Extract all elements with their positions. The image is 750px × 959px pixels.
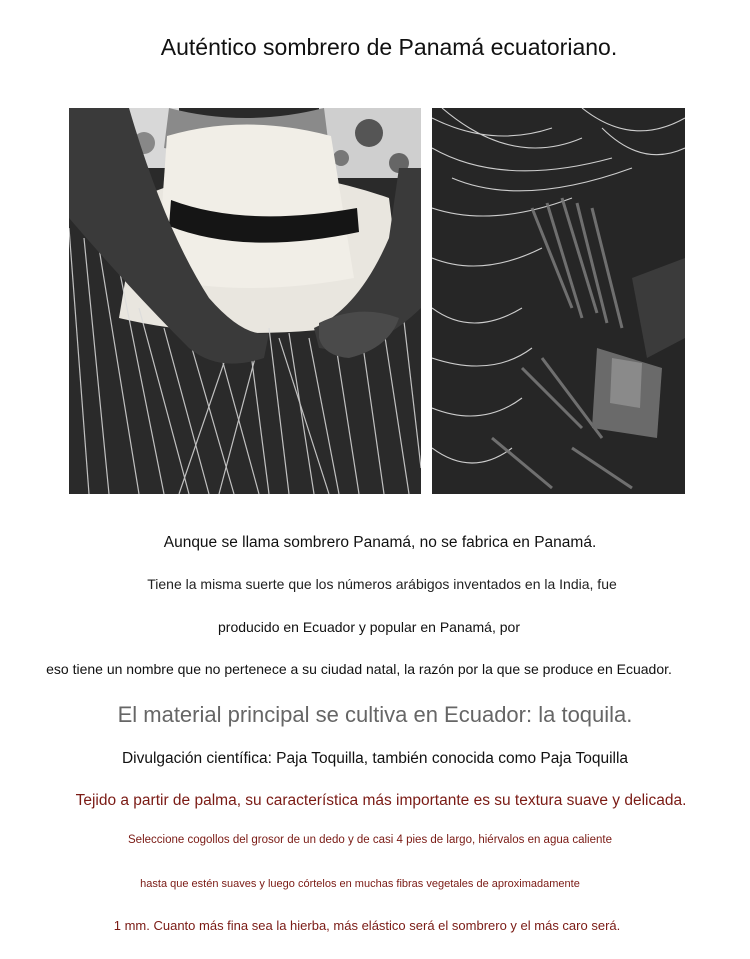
toquilla-straw-photo: [432, 108, 685, 494]
weaving-hands-photo: [69, 108, 421, 494]
paragraph-line-1: Tiene la misma suerte que los números arábigos inventados en la India, fue: [147, 576, 617, 592]
process-step-3: 1 mm. Cuanto más fina sea la hierba, más elástico será el sombrero y el más caro será.: [113, 918, 621, 933]
palm-description: Tejido a partir de palma, su característica más importante es su textura suave y delicada.: [75, 792, 687, 809]
section-heading: El material principal se cultiva en Ecuador: la toquila.: [117, 702, 633, 727]
page-title: Auténtico sombrero de Panamá ecuatoriano.: [160, 34, 618, 60]
paragraph-line-3: eso tiene un nombre que no pertenece a su ciudad natal, la razón por la que se produce en Ecuador.: [46, 661, 672, 677]
science-note: Divulgación científica: Paja Toquilla, también conocida como Paja Toquilla: [121, 750, 629, 767]
process-step-1: Seleccione cogollos del grosor de un dedo y de casi 4 pies de largo, hiérvalos en agua caliente: [128, 834, 612, 846]
process-step-2: hasta que estén suaves y luego córtelos en muchas fibras vegetales de aproximadamente: [140, 878, 580, 890]
paragraph-line-2: producido en Ecuador y popular en Panamá, por: [218, 619, 520, 635]
intro-text: Aunque se llama sombrero Panamá, no se fabrica en Panamá.: [163, 534, 597, 551]
